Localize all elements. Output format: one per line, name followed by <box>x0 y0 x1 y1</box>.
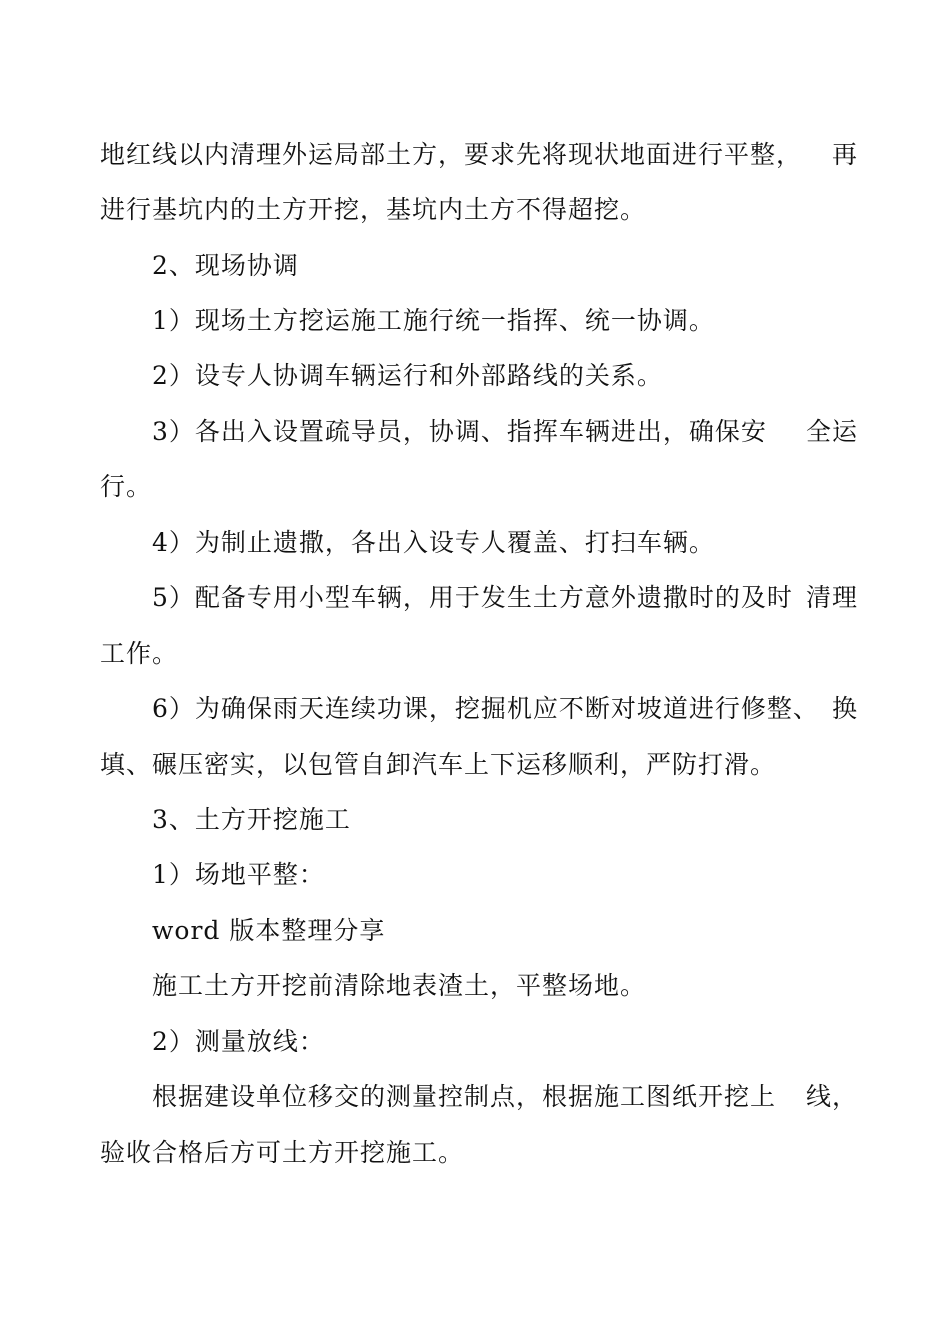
text-segment: 线， <box>805 1082 858 1111</box>
text-segment: 清理 <box>805 583 858 612</box>
list-item: 4）为制止遗撒，各出入设专人覆盖、打扫车辆。 <box>152 528 715 557</box>
list-item: 1）场地平整： <box>152 860 325 889</box>
text-segment: 3）各出入设置疏导员，协调、指挥车辆进出，确保安 <box>152 417 767 446</box>
list-item: 2）测量放线： <box>152 1027 325 1056</box>
paragraph-line: 填、碾压密实，以包管自卸汽车上下运移顺利，严防打滑。 <box>100 750 777 779</box>
list-item <box>152 692 858 726</box>
paragraph-line: 验收合格后方可土方开挖施工。 <box>100 1138 465 1167</box>
paragraph-line: 施工土方开挖前清除地表渣土，平整场地。 <box>152 971 647 1000</box>
text-segment: 再 <box>831 140 858 169</box>
text-segment: 5）配备专用小型车辆，用于发生土方意外遗撒时的及时 <box>152 583 793 612</box>
list-item: 1）现场土方挖运施工施行统一指挥、统一协调。 <box>152 306 715 335</box>
text-segment: 地红线以内清理外运局部土方，要求先将现状地面进行平整， <box>100 140 803 169</box>
text-segment: 6）为确保雨天连续功课，挖掘机应不断对坡道进行修整、 <box>152 694 819 723</box>
text-segment: 全运 <box>805 417 858 446</box>
paragraph-line <box>152 1080 858 1114</box>
paragraph-line: 行。 <box>100 472 153 501</box>
paragraph-line: 进行基坑内的土方开挖，基坑内土方不得超挖。 <box>100 195 647 224</box>
paragraph-line <box>100 138 858 172</box>
text-segment: 换 <box>831 694 858 723</box>
section-heading: 3、土方开挖施工 <box>152 805 351 834</box>
watermark-text: word 版本整理分享 <box>152 916 386 945</box>
text-segment: 根据建设单位移交的测量控制点，根据施工图纸开挖上 <box>152 1082 777 1111</box>
section-heading: 2、现场协调 <box>152 251 299 280</box>
paragraph-line: 工作。 <box>100 639 179 668</box>
list-item <box>152 415 858 449</box>
list-item <box>152 581 858 615</box>
list-item: 2）设专人协调车辆运行和外部路线的关系。 <box>152 361 663 390</box>
